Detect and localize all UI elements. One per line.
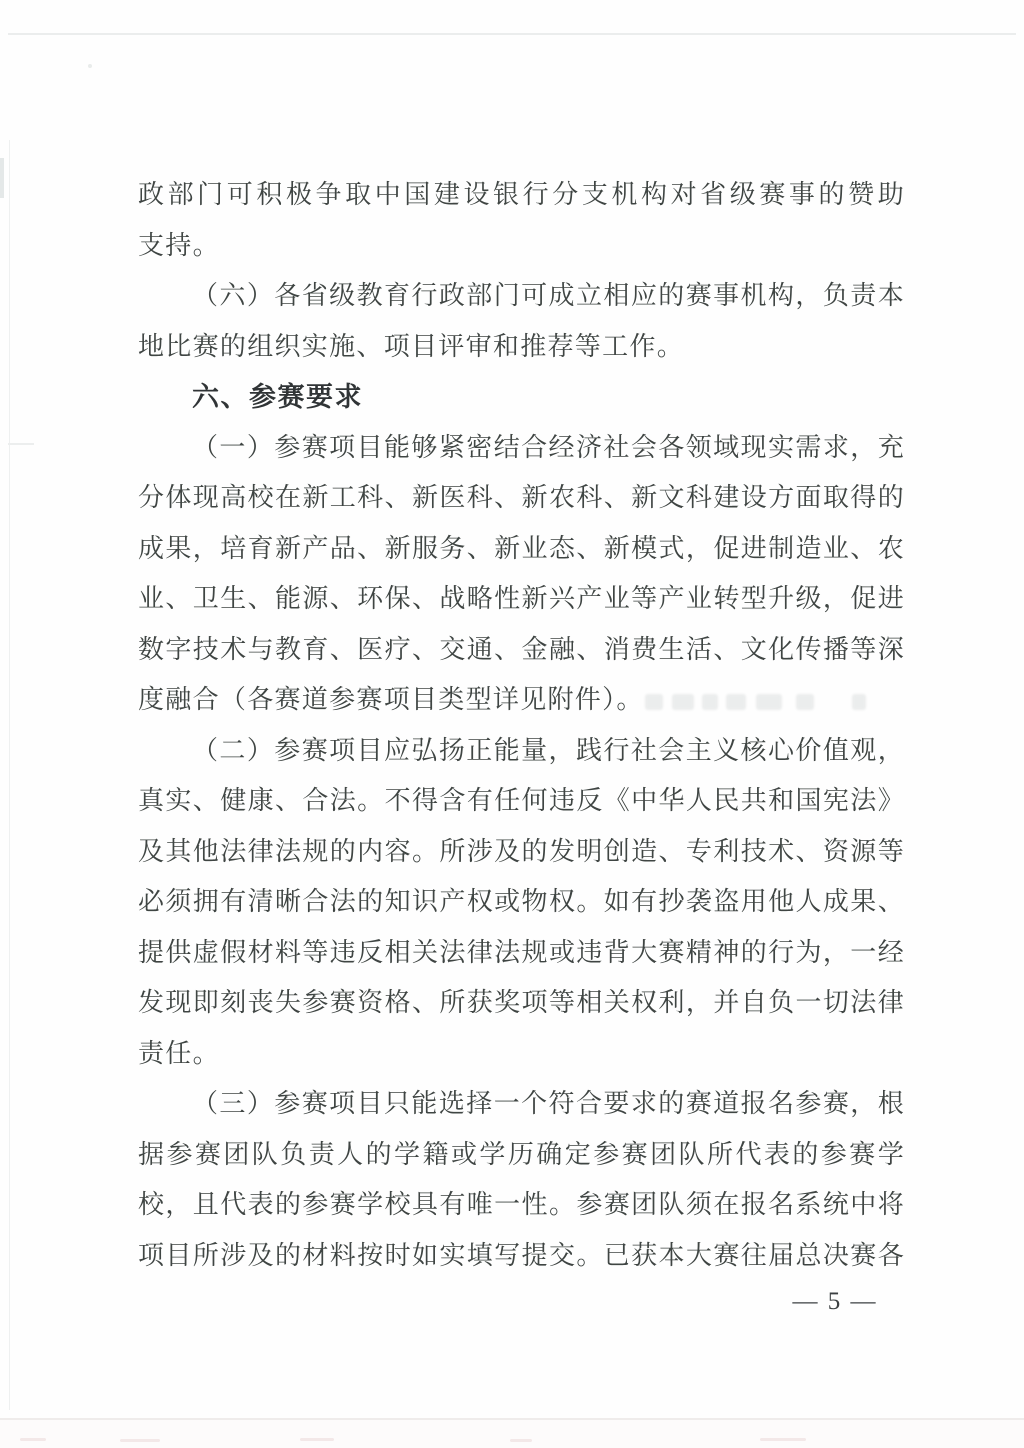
section-heading: 六、参赛要求 (192, 382, 363, 412)
text-line: 发现即刻丧失参赛资格、所获奖项等相关权利，并自负一切法律 (138, 988, 905, 1017)
text-line: （三）参赛项目只能选择一个符合要求的赛道报名参赛，根 (192, 1089, 905, 1118)
scan-artifact-top-line (8, 33, 1016, 35)
scan-speck (20, 1438, 46, 1441)
text-line: 业、卫生、能源、环保、战略性新兴产业等产业转型升级，促进 (138, 584, 905, 613)
text-line: 项目所涉及的材料按时如实填写提交。已获本大赛往届总决赛各 (138, 1240, 905, 1270)
scan-speck (300, 1438, 334, 1441)
text-line: 责任。 (138, 1038, 220, 1068)
text-line: 真实、健康、合法。不得含有任何违反《中华人民共和国宪法》 (138, 786, 905, 815)
scan-artifact-left-tick (0, 158, 4, 198)
scan-speck (510, 1439, 532, 1442)
text-line: 必须拥有清晰合法的知识产权或物权。如有抄袭盗用他人成果、 (138, 887, 905, 916)
text-line: 成果，培育新产品、新服务、新业态、新模式，促进制造业、农 (138, 533, 905, 563)
text-line: 及其他法律法规的内容。所涉及的发明创造、专利技术、资源等 (138, 836, 905, 866)
scan-artifact-bottom-strip (0, 1420, 1024, 1448)
text-line: 政部门可积极争取中国建设银行分支机构对省级赛事的赞助 (138, 180, 905, 209)
scan-artifact-bottom-line (0, 1418, 1024, 1420)
text-line: 度融合（各赛道参赛项目类型详见附件）。 (138, 685, 644, 714)
text-line: （一）参赛项目能够紧密结合经济社会各领域现实需求，充 (192, 432, 905, 462)
scan-speck (120, 1439, 160, 1442)
text-line: 提供虚假材料等违反相关法律法规或违背大赛精神的行为，一经 (138, 937, 905, 967)
text-line: 地比赛的组织实施、项目评审和推荐等工作。 (138, 331, 685, 361)
page-number: — 5 — (792, 1288, 878, 1315)
text-line: 支持。 (138, 230, 220, 260)
scan-artifact-left-edge (9, 140, 10, 1410)
text-line: 分体现高校在新工科、新医科、新农科、新文科建设方面取得的 (138, 483, 905, 512)
text-line: （六）各省级教育行政部门可成立相应的赛事机构，负责本 (192, 281, 905, 310)
text-line: 数字技术与教育、医疗、交通、金融、消费生活、文化传播等深 (138, 634, 905, 664)
text-line: （二）参赛项目应弘扬正能量，践行社会主义核心价值观， (192, 735, 905, 765)
document-body (138, 170, 905, 1281)
scan-speck (760, 1438, 806, 1441)
scan-artifact-dot (88, 64, 92, 68)
scan-artifact-corner-tick (8, 443, 34, 445)
text-line: 校，且代表的参赛学校具有唯一性。参赛团队须在报名系统中将 (138, 1190, 905, 1219)
text-line: 据参赛团队负责人的学籍或学历确定参赛团队所代表的参赛学 (138, 1139, 905, 1169)
